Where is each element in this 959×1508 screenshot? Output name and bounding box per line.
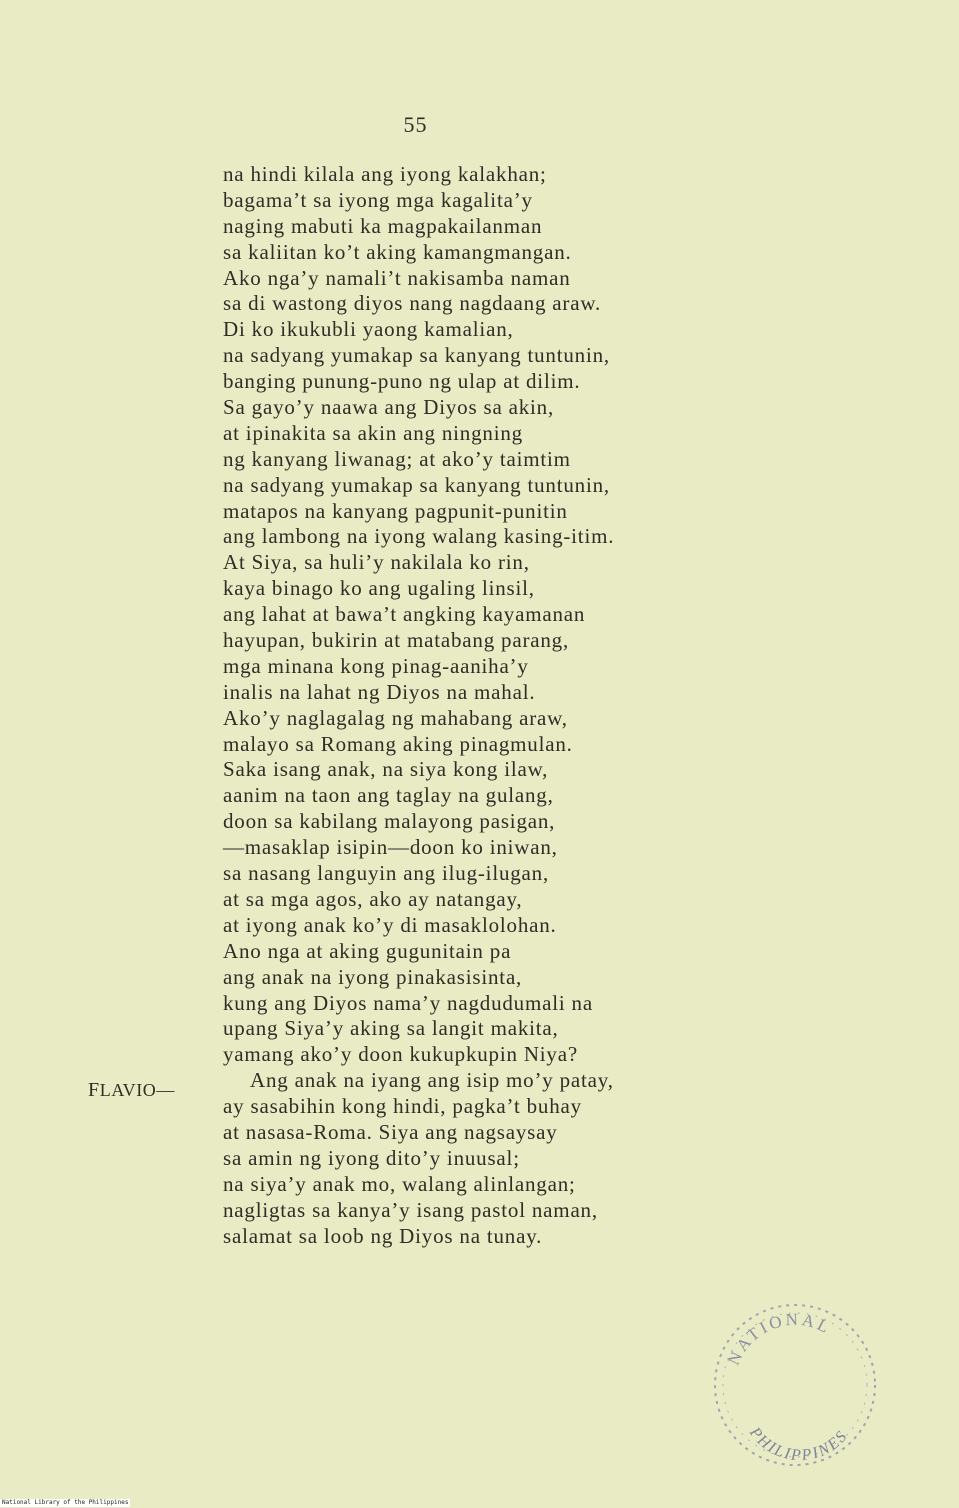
verse-line: kung ang Diyos nama’y nagdudumali na (223, 990, 593, 1015)
verse-line: —masaklap isipin—doon ko iniwan, (223, 835, 558, 860)
verse-line: na siya’y anak mo, walang alinlangan; (223, 1171, 576, 1196)
verse-line: Ako nga’y namali’t nakisamba naman (223, 265, 571, 290)
verse-line: na sadyang yumakap sa kanyang tuntunin, (223, 343, 610, 368)
verse-line: ang lahat at bawa’t angking kayamanan (223, 602, 586, 627)
verse-line: matapos na kanyang pagpunit-punitin (223, 498, 568, 523)
verse-line: hayupan, bukirin at matabang parang, (223, 628, 570, 653)
verse-line: Ano nga at aking gugunitain pa (223, 938, 512, 963)
verse-line: at ipinakita sa akin ang ningning (223, 420, 523, 445)
verse-line: Sa gayo’y naawa ang Diyos sa akin, (223, 395, 555, 420)
verse-line: ay sasabihin kong hindi, pagka’t buhay (223, 1094, 582, 1119)
verse-line: doon sa kabilang malayong pasigan, (223, 809, 556, 834)
footer-credit: National Library of the Philippines (2, 1499, 129, 1506)
verse-line: sa di wastong diyos nang nagdaang araw. (223, 291, 601, 316)
verse-line: aanim na taon ang taglay na gulang, (223, 783, 554, 808)
verse-line: naging mabuti ka magpakailanman (223, 213, 543, 238)
poem-body (223, 162, 723, 1249)
verse-line: Ang anak na iyang ang isip mo’y patay, (250, 1068, 614, 1093)
verse-line: kaya binago ko ang ugaling linsil, (223, 576, 535, 601)
verse-line: Saka isang anak, na siya kong ilaw, (223, 757, 549, 782)
verse-line: at nasasa-Roma. Siya ang nagsaysay (223, 1119, 558, 1144)
verse-line: yamang ako’y doon kukupkupin Niya? (223, 1042, 578, 1067)
verse-line: na hindi kilala ang iyong kalakhan; (223, 162, 547, 186)
verse-line: ang lambong na iyong walang kasing-itim. (223, 524, 615, 549)
verse-line: nagligtas sa kanya’y isang pastol naman, (223, 1197, 598, 1222)
verse-line: sa amin ng iyong dito’y inuusal; (223, 1145, 520, 1170)
verse-line: upang Siya’y aking sa langit makita, (223, 1016, 559, 1041)
verse-line: banging punung-puno ng ulap at dilim. (223, 369, 581, 394)
verse-line: Di ko ikukubli yaong kamalian, (223, 317, 514, 342)
verse-line: at sa mga agos, ako ay natangay, (223, 886, 523, 911)
verse-line: inalis na lahat ng Diyos na mahal. (223, 679, 536, 704)
svg-text:PHILIPPINES: PHILIPPINES (745, 1424, 852, 1465)
verse-line: At Siya, sa huli’y nakilala ko rin, (223, 550, 530, 575)
verse-line: malayo sa Romang aking pinagmulan. (223, 731, 573, 756)
verse-line: na sadyang yumakap sa kanyang tuntunin, (223, 472, 610, 497)
verse-line: sa kaliitan ko’t aking kamangmangan. (223, 239, 572, 264)
svg-text:NATIONAL: NATIONAL (723, 1309, 835, 1369)
verse-line: at iyong anak ko’y di masaklolohan. (223, 912, 557, 937)
verse-line: Ako’y naglagalag ng mahabang araw, (223, 705, 568, 730)
verse-line: ang anak na iyong pinakasisinta, (223, 964, 523, 989)
verse-line: salamat sa loob ng Diyos na tunay. (223, 1223, 543, 1248)
page-number: 55 (403, 112, 428, 137)
verse-line: mga minana kong pinag-aaniha’y (223, 653, 529, 678)
verse-line: bagama’t sa iyong mga kagalita’y (223, 187, 533, 212)
library-stamp (700, 1290, 890, 1480)
verse-line: ng kanyang liwanag; at ako’y taimtim (223, 446, 571, 471)
verse-line: sa nasang languyin ang ilug-ilugan, (223, 861, 550, 886)
speaker-label: FLAVIO— (88, 1079, 176, 1101)
